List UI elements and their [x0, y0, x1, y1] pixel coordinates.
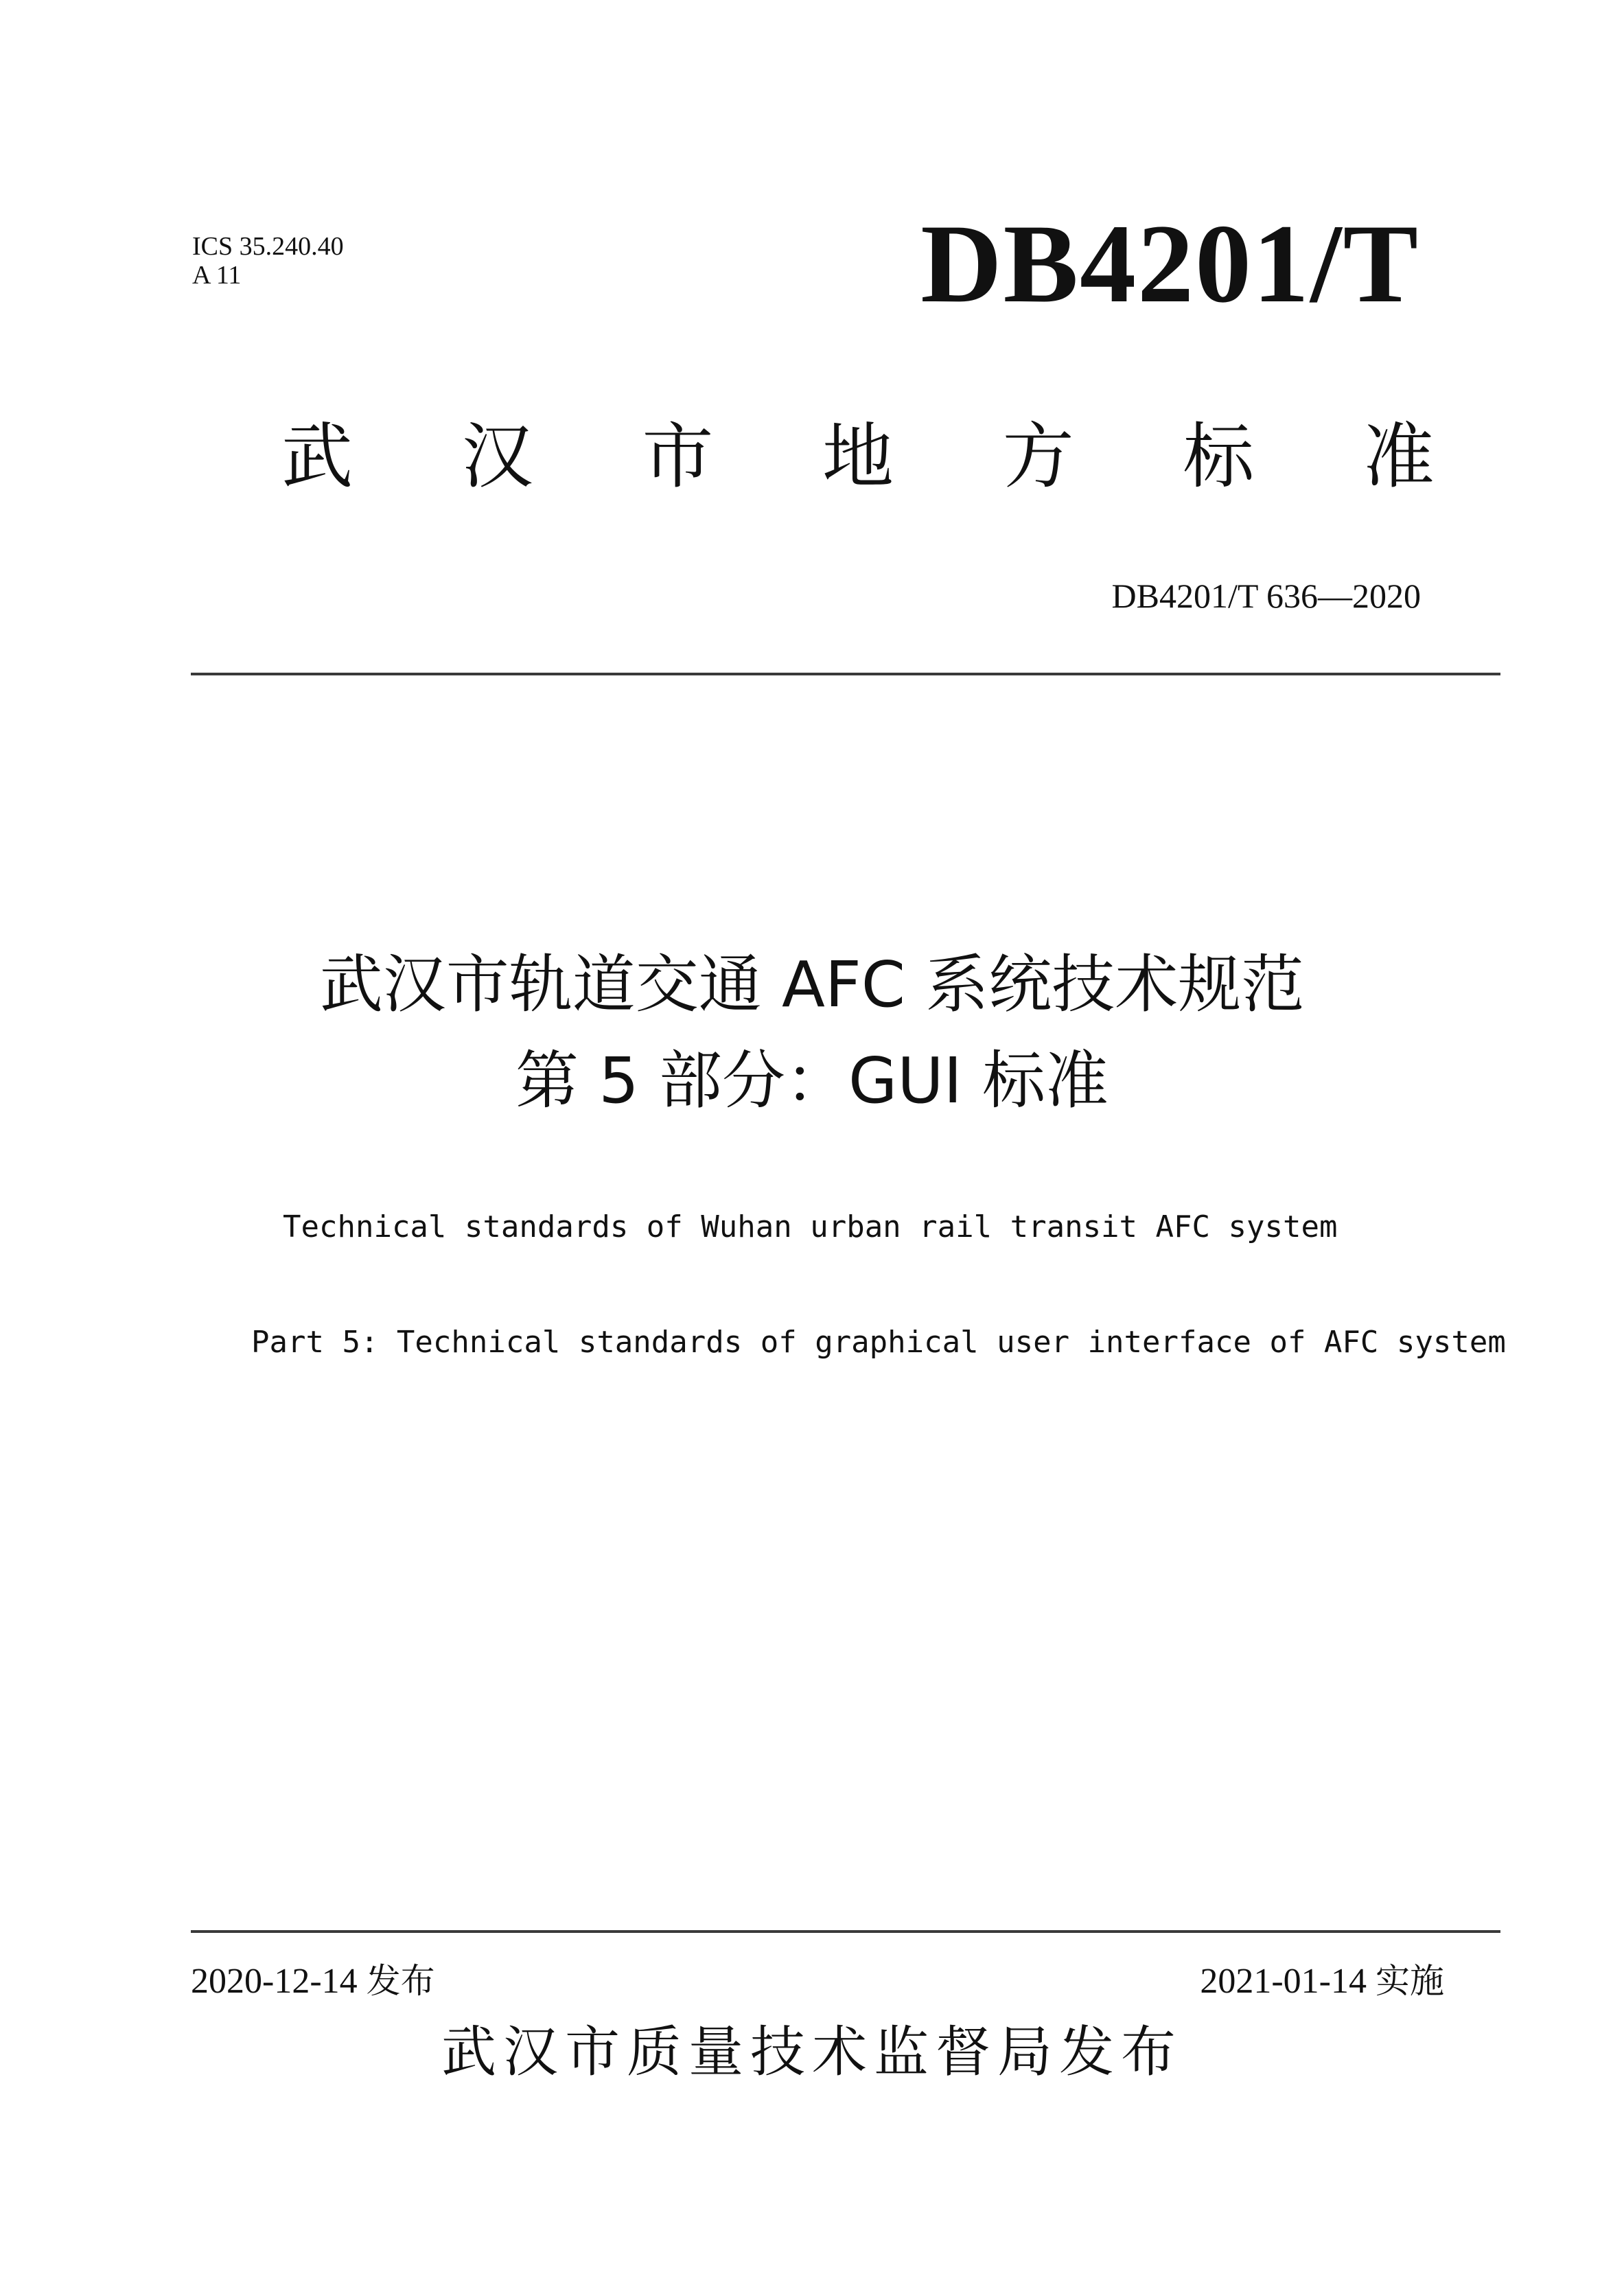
implement-date-value: 2021-01-14 — [1200, 1962, 1367, 2001]
standard-prefix: DB4201/T — [920, 202, 1419, 326]
standard-kind-char: 标 — [1183, 415, 1255, 498]
title-en-line1: Technical standards of Wuhan urban rail transit AFC system — [283, 1209, 1338, 1244]
issue-date-value: 2020-12-14 — [191, 1962, 358, 2001]
issuing-authority: 武汉市质量技术监督局发布 — [441, 2020, 1183, 2084]
title-cn-line2: 第 5 部分：GUI 标准 — [515, 1044, 1109, 1117]
issue-date-label: 发布 — [366, 1961, 435, 2001]
issue-date — [191, 1959, 435, 2004]
ccs-code: A 11 — [192, 261, 242, 290]
standard-kind-char: 武 — [281, 415, 353, 498]
title-en-line2: Part 5: Technical standards of graphical user interface of AFC system — [251, 1325, 1506, 1360]
implement-date-label: 实施 — [1376, 1961, 1444, 2001]
implement-date — [1200, 1959, 1444, 2004]
standard-kind-char: 汉 — [461, 415, 533, 498]
title-cn-line1: 武汉市轨道交通 AFC 系统技术规范 — [319, 948, 1305, 1021]
standard-kind-char: 市 — [642, 415, 714, 498]
standard-kind-char: 地 — [822, 415, 894, 498]
footer-divider — [191, 1930, 1500, 1933]
ics-code: ICS 35.240.40 — [192, 232, 344, 261]
standard-kind-char: 方 — [1002, 415, 1074, 498]
standard-kind-char: 准 — [1362, 415, 1435, 498]
standard-number: DB4201/T 636—2020 — [1111, 577, 1421, 615]
classification-codes — [192, 232, 344, 290]
header-divider — [191, 673, 1500, 675]
standard-kind — [281, 412, 1435, 501]
